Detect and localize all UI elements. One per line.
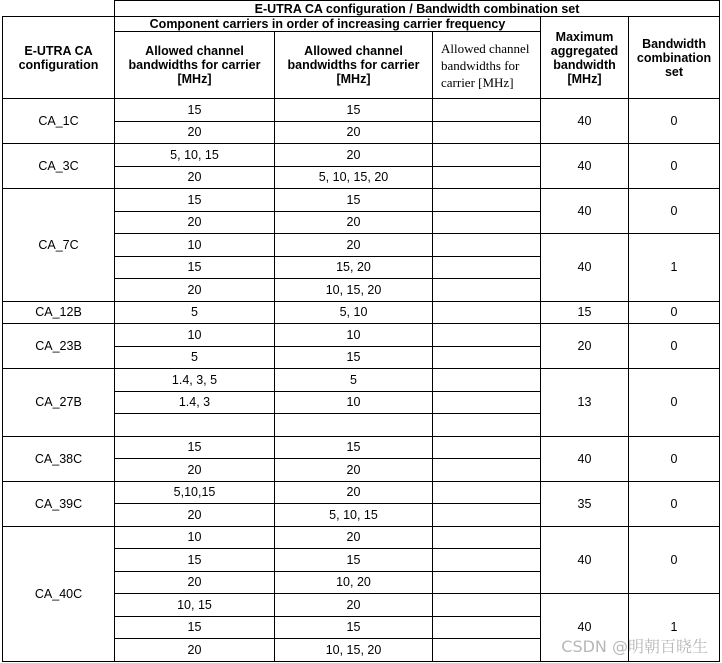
column-header-config: E-UTRA CA configuration: [3, 17, 115, 99]
carrier-2-cell: [275, 414, 433, 437]
carrier-2-cell: 15: [275, 549, 433, 572]
table-row: [3, 481, 720, 504]
carrier-1-cell: 15: [115, 189, 275, 212]
table-row: [3, 526, 720, 549]
table-row: [3, 189, 720, 212]
carrier-1-cell: 10, 15: [115, 594, 275, 617]
carrier-3-cell: [433, 549, 541, 572]
carrier-3-cell: [433, 639, 541, 662]
carrier-2-cell: 20: [275, 594, 433, 617]
table-row: [3, 144, 720, 167]
carrier-1-cell: 10: [115, 234, 275, 257]
carrier-1-cell: 5: [115, 346, 275, 369]
column-header-carrier-1: Allowed channel bandwidths for carrier [MHz]: [115, 32, 275, 99]
carrier-3-cell: [433, 346, 541, 369]
carrier-3-cell: [433, 594, 541, 617]
carrier-1-cell: 1.4, 3, 5: [115, 369, 275, 392]
bandwidth-set-cell: 1: [629, 594, 720, 662]
carrier-2-cell: 10: [275, 391, 433, 414]
carrier-3-cell: [433, 144, 541, 167]
max-bandwidth-cell: 40: [541, 526, 629, 594]
carrier-2-cell: 15: [275, 436, 433, 459]
carrier-3-cell: [433, 166, 541, 189]
carrier-2-cell: 20: [275, 459, 433, 482]
carrier-2-cell: 15: [275, 616, 433, 639]
max-bandwidth-cell: 40: [541, 189, 629, 234]
config-cell: CA_1C: [3, 99, 115, 144]
carrier-2-cell: 20: [275, 121, 433, 144]
bandwidth-set-cell: 0: [629, 189, 720, 234]
carrier-3-cell: [433, 301, 541, 324]
carrier-1-cell: 20: [115, 121, 275, 144]
carrier-3-cell: [433, 99, 541, 122]
carrier-1-cell: 20: [115, 211, 275, 234]
config-cell: CA_3C: [3, 144, 115, 189]
carrier-3-cell: [433, 324, 541, 347]
carrier-2-cell: 15: [275, 346, 433, 369]
header-row-title: [3, 1, 720, 17]
carrier-3-cell: [433, 459, 541, 482]
table-row: [3, 301, 720, 324]
config-cell: CA_27B: [3, 369, 115, 437]
carrier-3-cell: [433, 211, 541, 234]
carrier-1-cell: 20: [115, 459, 275, 482]
column-header-max-bandwidth: Maximum aggregated bandwidth [MHz]: [541, 17, 629, 99]
column-header-bandwidth-set: Bandwidth combination set: [629, 17, 720, 99]
carrier-3-cell: [433, 526, 541, 549]
carrier-1-cell: 5,10,15: [115, 481, 275, 504]
config-cell: CA_39C: [3, 481, 115, 526]
bandwidth-set-cell: 0: [629, 526, 720, 594]
carrier-1-cell: 20: [115, 571, 275, 594]
carrier-1-cell: [115, 414, 275, 437]
carrier-2-cell: 10, 20: [275, 571, 433, 594]
carrier-2-cell: 20: [275, 526, 433, 549]
carrier-2-cell: 20: [275, 481, 433, 504]
carrier-1-cell: 10: [115, 526, 275, 549]
carrier-3-cell: [433, 234, 541, 257]
bandwidth-set-cell: 0: [629, 301, 720, 324]
table-row: [3, 436, 720, 459]
carrier-3-cell: [433, 481, 541, 504]
bandwidth-set-cell: 0: [629, 369, 720, 437]
carrier-1-cell: 20: [115, 166, 275, 189]
carrier-3-cell: [433, 616, 541, 639]
carrier-3-cell: [433, 414, 541, 437]
table-row: [3, 99, 720, 122]
carrier-2-cell: 20: [275, 211, 433, 234]
carrier-1-cell: 15: [115, 616, 275, 639]
carrier-2-cell: 10: [275, 324, 433, 347]
carrier-2-cell: 10, 15, 20: [275, 639, 433, 662]
table-title: E-UTRA CA configuration / Bandwidth combination set: [115, 1, 720, 17]
carrier-3-cell: [433, 369, 541, 392]
carrier-1-cell: 20: [115, 279, 275, 302]
max-bandwidth-cell: 20: [541, 324, 629, 369]
carrier-3-cell: [433, 256, 541, 279]
carrier-1-cell: 20: [115, 504, 275, 527]
column-header-carrier-3: Allowed channel bandwidths for carrier [MHz]: [433, 32, 541, 99]
bandwidth-set-cell: 0: [629, 99, 720, 144]
carrier-3-cell: [433, 571, 541, 594]
config-cell: CA_23B: [3, 324, 115, 369]
config-cell: CA_38C: [3, 436, 115, 481]
ca-configuration-table: [2, 0, 720, 662]
carrier-2-cell: 5: [275, 369, 433, 392]
carrier-2-cell: 20: [275, 234, 433, 257]
carrier-2-cell: 15: [275, 189, 433, 212]
carrier-2-cell: 10, 15, 20: [275, 279, 433, 302]
carrier-1-cell: 5, 10, 15: [115, 144, 275, 167]
max-bandwidth-cell: 40: [541, 436, 629, 481]
column-header-carrier-2: Allowed channel bandwidths for carrier [MHz]: [275, 32, 433, 99]
bandwidth-set-cell: 0: [629, 324, 720, 369]
carrier-3-cell: [433, 189, 541, 212]
max-bandwidth-cell: 40: [541, 594, 629, 662]
header-empty-cell: [3, 1, 115, 17]
max-bandwidth-cell: 40: [541, 144, 629, 189]
max-bandwidth-cell: 40: [541, 99, 629, 144]
max-bandwidth-cell: 15: [541, 301, 629, 324]
bandwidth-set-cell: 1: [629, 234, 720, 302]
carrier-2-cell: 15: [275, 99, 433, 122]
max-bandwidth-cell: 13: [541, 369, 629, 437]
carrier-1-cell: 1.4, 3: [115, 391, 275, 414]
carrier-1-cell: 15: [115, 549, 275, 572]
carrier-2-cell: 20: [275, 144, 433, 167]
table-row: [3, 324, 720, 347]
carrier-3-cell: [433, 121, 541, 144]
carrier-1-cell: 10: [115, 324, 275, 347]
bandwidth-set-cell: 0: [629, 144, 720, 189]
watermark-text: CSDN @明朝百晓生: [561, 637, 708, 656]
carrier-1-cell: 20: [115, 639, 275, 662]
max-bandwidth-cell: 35: [541, 481, 629, 526]
carrier-1-cell: 5: [115, 301, 275, 324]
carrier-2-cell: 5, 10: [275, 301, 433, 324]
carrier-2-cell: 5, 10, 15, 20: [275, 166, 433, 189]
config-cell: CA_12B: [3, 301, 115, 324]
bandwidth-set-cell: 0: [629, 436, 720, 481]
carrier-3-cell: [433, 504, 541, 527]
config-cell: CA_40C: [3, 526, 115, 661]
carrier-2-cell: 5, 10, 15: [275, 504, 433, 527]
table-subtitle: Component carriers in order of increasing carrier frequency: [115, 17, 541, 32]
carrier-1-cell: 15: [115, 99, 275, 122]
bandwidth-set-cell: 0: [629, 481, 720, 526]
max-bandwidth-cell: 40: [541, 234, 629, 302]
carrier-3-cell: [433, 279, 541, 302]
carrier-1-cell: 15: [115, 256, 275, 279]
carrier-2-cell: 15, 20: [275, 256, 433, 279]
config-cell: CA_7C: [3, 189, 115, 302]
carrier-3-cell: [433, 436, 541, 459]
header-row-subtitle: [3, 17, 720, 32]
carrier-1-cell: 15: [115, 436, 275, 459]
table-row: [3, 369, 720, 392]
carrier-3-cell: [433, 391, 541, 414]
